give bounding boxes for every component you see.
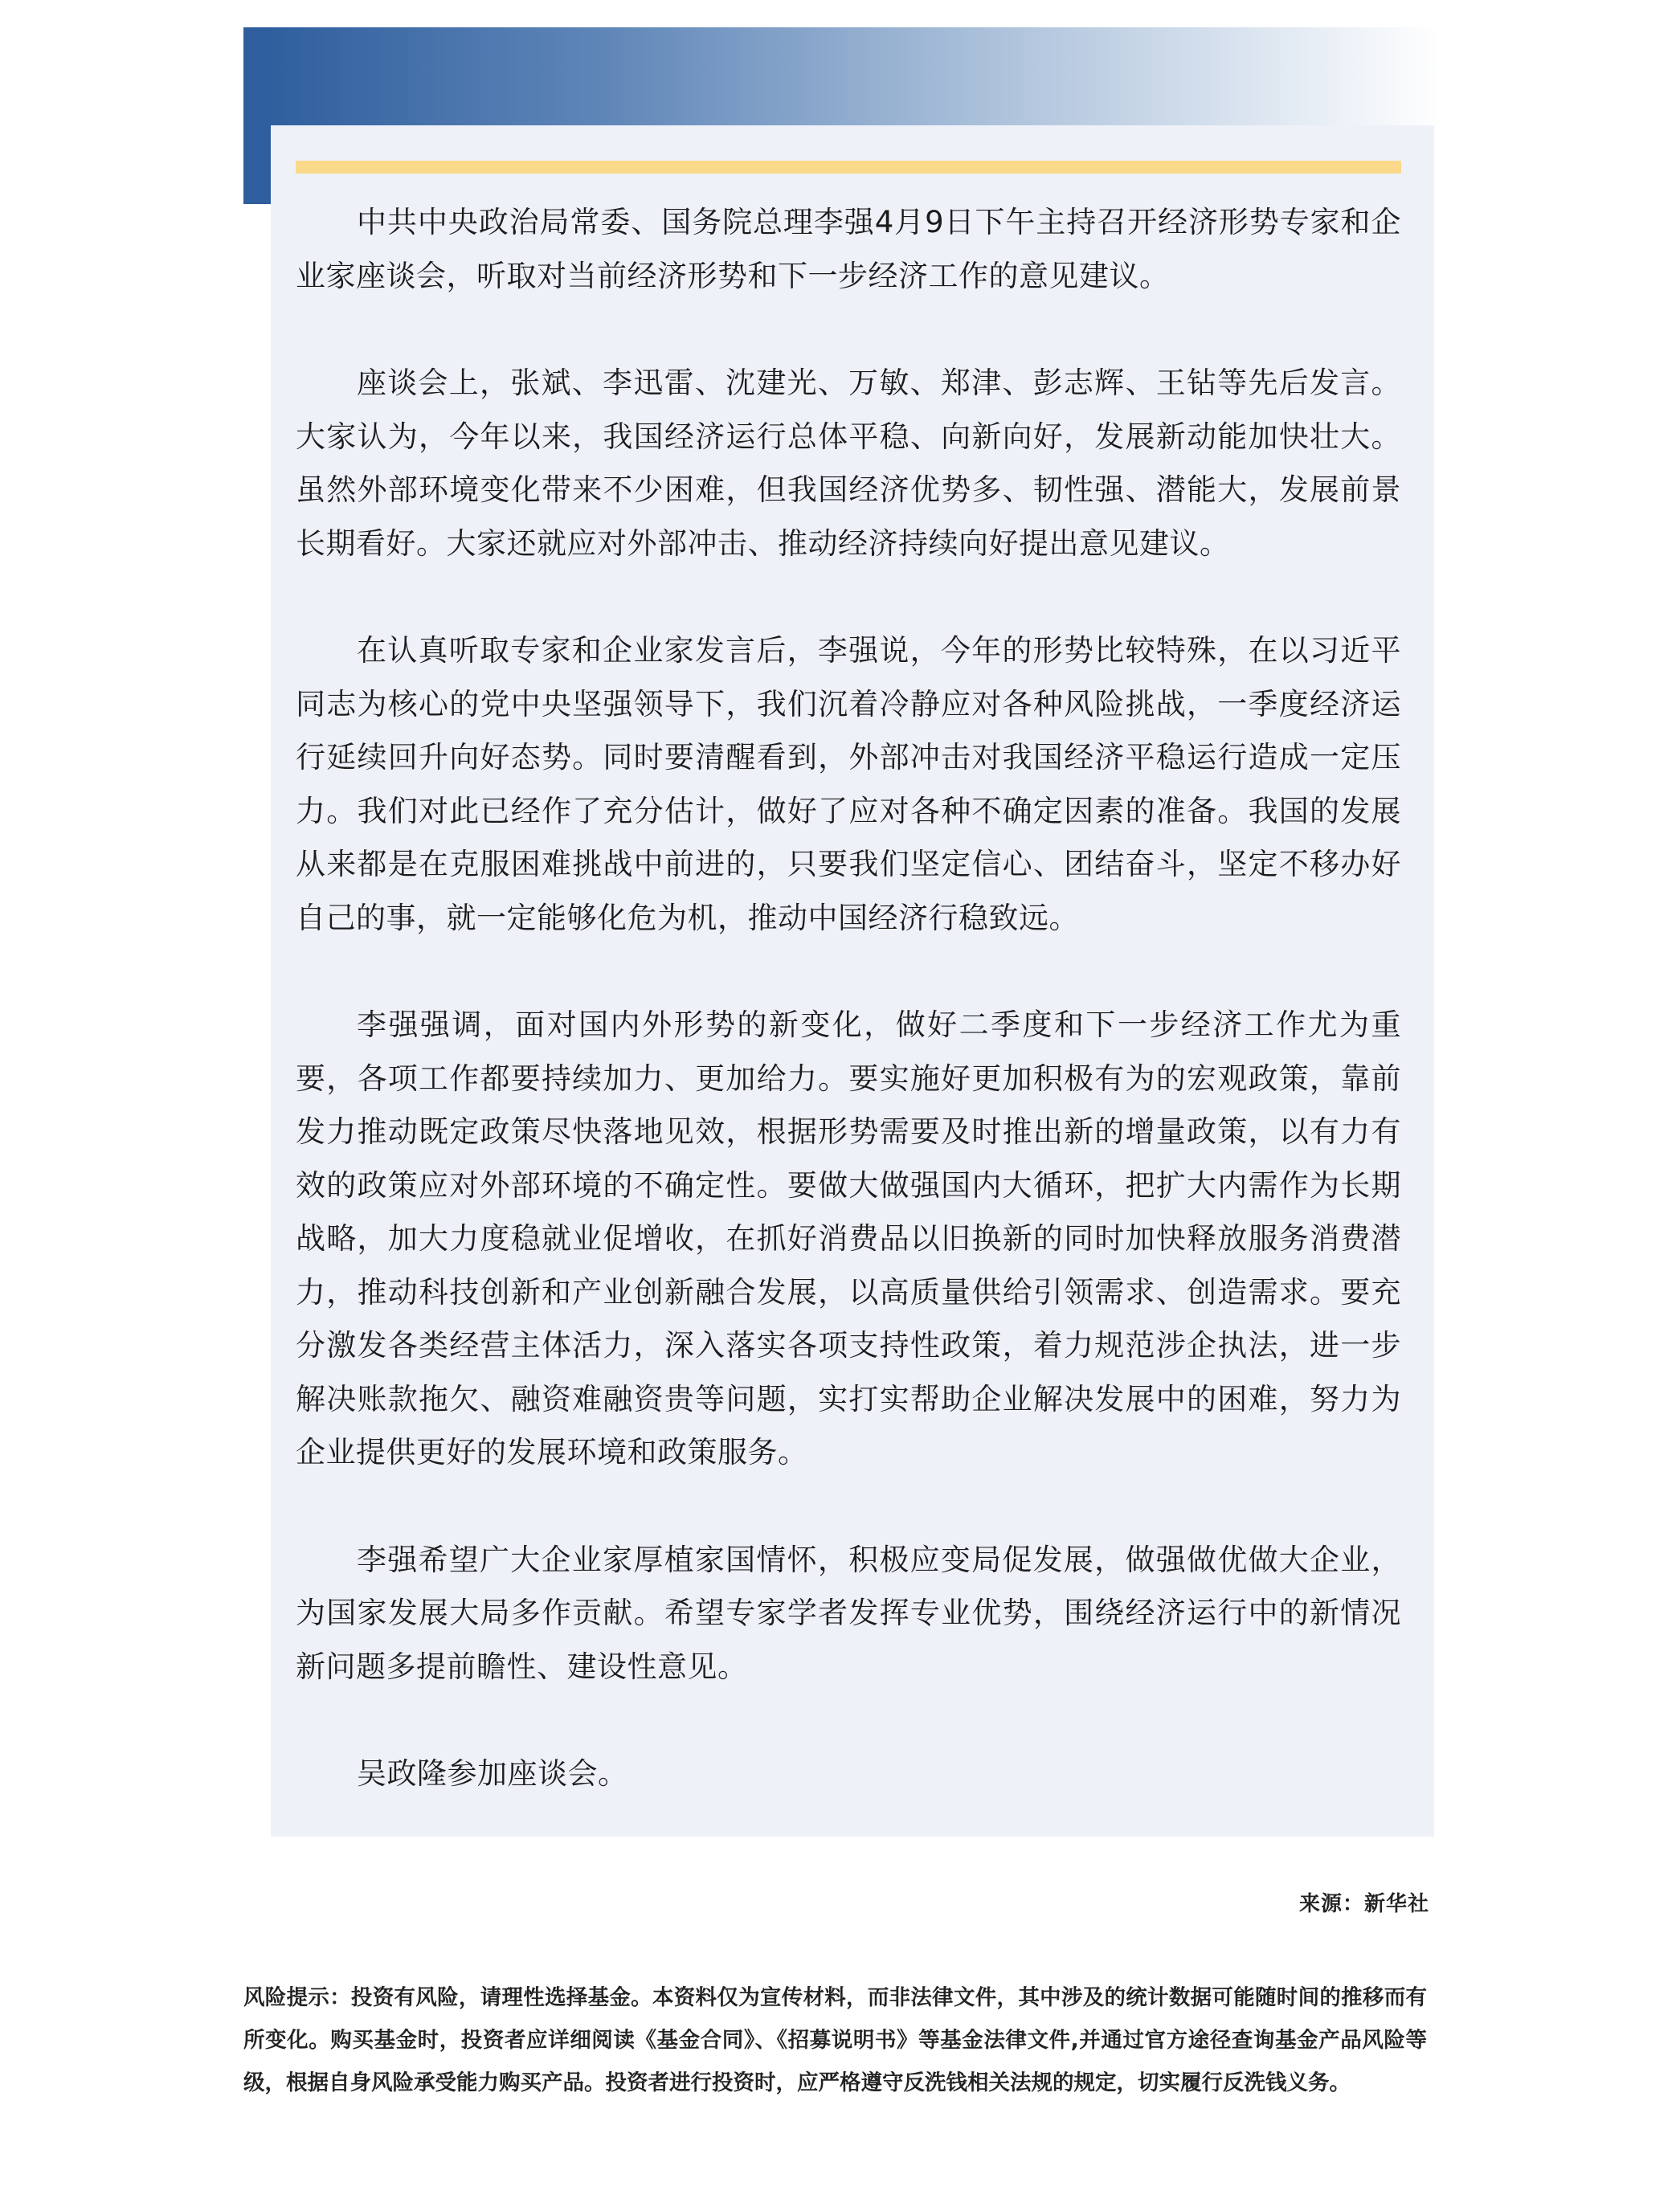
header-side-bar	[243, 27, 271, 204]
source-label: 来源：	[1298, 1892, 1364, 1916]
paragraph: 座谈会上，张斌、李迅雷、沈建光、万敏、郑津、彭志辉、王钻等先后发言。大家认为，今年以来，我国经济运行总体平稳、向新向好，发展新动能加快壮大。虽然外部环境变化带来不少困难，但我国经济优势多、韧性强、潜能大，发展前景长期看好。大家还就应对外部冲击、推动经济持续向好提出意见建议。	[296, 366, 1401, 561]
article-body	[296, 196, 1401, 1855]
paragraph: 中共中央政治局常委、国务院总理李强4月9日下午主持召开经济形势专家和企业家座谈会，听取对当前经济形势和下一步经济工作的意见建议。	[296, 205, 1401, 293]
paragraph: 在认真听取专家和企业家发言后，李强说，今年的形势比较特殊，在以习近平同志为核心的党中央坚强领导下，我们沉着冷静应对各种风险挑战，一季度经济运行延续回升向好态势。同时要清醒看到，外部冲击对我国经济平稳运行造成一定压力。我们对此已经作了充分估计，做好了应对各种不确定因素的准备。我国的发展从来都是在克服困难挑战中前进的，只要我们坚定信心、团结奋斗，坚定不移办好自己的事，就一定能够化危为机，推动中国经济行稳致远。	[296, 633, 1401, 935]
paragraph: 李强希望广大企业家厚植家国情怀，积极应变局促发展，做强做优做大企业，为国家发展大局多作贡献。希望专家学者发挥专业优势，围绕经济运行中的新情况新问题多提前瞻性、建设性意见。	[296, 1542, 1401, 1684]
paragraph: 吴政隆参加座谈会。	[357, 1756, 628, 1791]
accent-bar	[296, 161, 1401, 174]
paragraph: 李强强调，面对国内外形势的新变化，做好二季度和下一步经济工作尤为重要，各项工作都要持续加力、更加给力。要实施好更加积极有为的宏观政策，靠前发力推动既定政策尽快落地见效，根据形势需要及时推出新的增量政策，以有力有效的政策应对外部环境的不确定性。要做大做强国内大循环，把扩大内需作为长期战略，加大力度稳就业促增收，在抓好消费品以旧换新的同时加快释放服务消费潜力，推动科技创新和产业创新融合发展，以高质量供给引领需求、创造需求。要充分激发各类经营主体活力，深入落实各项支持性政策，着力规范涉企执法，进一步解决账款拖欠、融资难融资贵等问题，实打实帮助企业解决发展中的困难，努力为企业提供更好的发展环境和政策服务。	[296, 1007, 1401, 1469]
risk-disclaimer: 风险提示：投资有风险，请理性选择基金。本资料仅为宣传材料，而非法律文件，其中涉及的统计数据可能随时间的推移而有所变化。购买基金时，投资者应详细阅读《基金合同》、《招募说明书》等基金法律文件,并通过官方途径查询基金产品风险等级，根据自身风险承受能力购买产品。投资者进行投资时，应严格遵守反洗钱相关法规的规定，切实履行反洗钱义务。	[243, 1985, 1427, 2095]
source-credit	[1299, 1887, 1429, 1917]
header-gradient-banner	[243, 27, 1441, 125]
source-value: 新华社	[1363, 1892, 1429, 1916]
